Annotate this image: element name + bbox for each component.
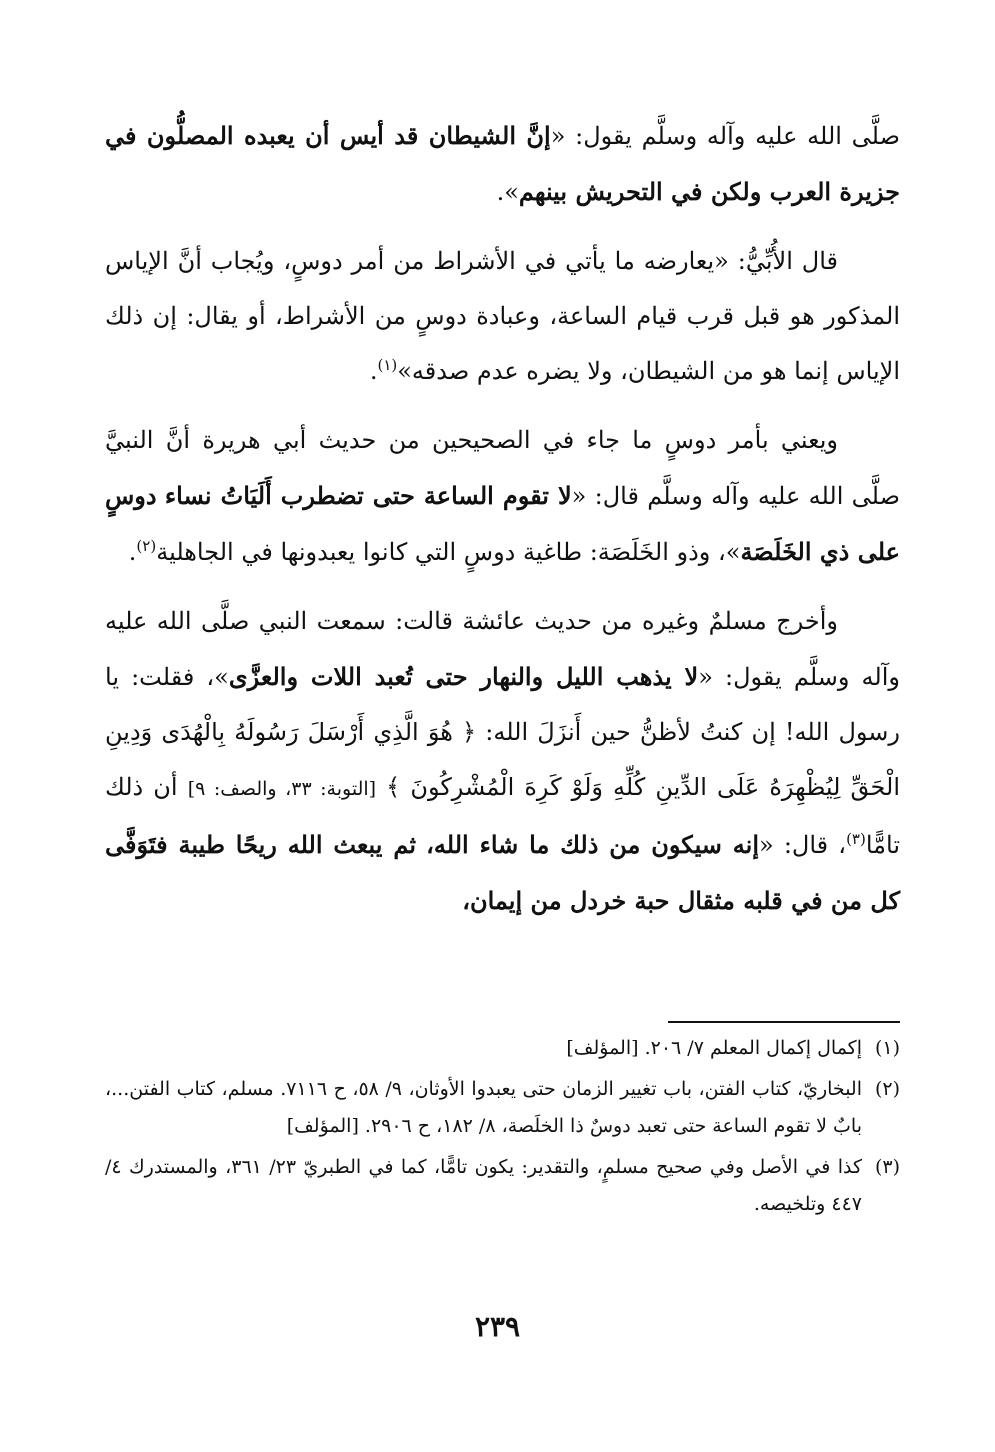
hadith-text: دوسٍ على ذي الخَلَصَة: [105, 481, 900, 566]
hadith-text: لا يذهب الليل والنهار حتى تُعبد اللات والعزَّى: [228, 662, 699, 691]
footnote-line: ح ٢٩٠٦. [المؤلف]: [286, 1115, 431, 1137]
quran-verse: بِالْهُدَى وَدِينِ الْحَقِّ لِيُظْهِرَهُ عَلَى الدِّينِ كُلِّهِ وَلَوْ كَرِهَ الْمُشْرِكُونَ: [105, 718, 901, 801]
paragraph: [105, 108, 900, 220]
text-run: ، قال: «: [759, 831, 847, 859]
footnote-separator: [668, 1021, 900, 1023]
paragraph: [105, 594, 900, 929]
footnote-ref: (٣): [846, 830, 866, 848]
footnote-text: [105, 1071, 862, 1145]
text-run: »، وذو الخَلَصَة: طاغية دوسٍ التي كانوا يعبدونها في: [241, 538, 741, 566]
text-run: ».: [496, 178, 519, 206]
text-run: صلَّى الله عليه وآله وسلَّم قال: «: [571, 482, 900, 510]
footnote-number: (٢): [874, 1078, 900, 1100]
footnote-line: كذا في الأصل وفي صحيح مسلمٍ، والتقدير: يكون تامًّا، كما في الطبريّ ٢٣/ ٣٦١،: [225, 1156, 862, 1178]
footnote-line: البخاريّ، كتاب الفتن، باب تغيير الزمان حتى يعبدوا الأوثان، ٩/ ٥٨، ح ٧١١٦.: [280, 1078, 862, 1100]
page-number: ٢٣٩: [474, 1310, 521, 1343]
hadith-text: جزيرة العرب ولكن في التحريش بينهم: [518, 177, 900, 206]
paragraph: [105, 413, 900, 580]
text-run: قال الأُبِّيُّ: «يعارضه ما يأتي في الأشراط من أمر دوسٍ، ويُجاب أنَّ: [177, 247, 838, 275]
footnote-line: مسلم، كتاب الفتن...، بابٌ لا تقوم الساعة حتى تعبد دوسٌ ذا الخلَصة، ٨/ ١٨٢،: [105, 1078, 862, 1137]
text-run: أو يقال: إن ذلك الإياس إنما هو من الشيطان، ولا يضره عدم صدقه»: [105, 302, 900, 385]
text-run: عليه وآله وسلَّم يقول: «: [105, 607, 900, 691]
footnote-line: إكمال إكمال المعلم ٧/ ٢٠٦. [المؤلف]: [566, 1037, 862, 1059]
text-run: ويعني بأمر دوسٍ ما جاء في الصحيحين من حديث أبي هريرة أنَّ النبيَّ: [105, 426, 838, 454]
footnote: [105, 1071, 900, 1145]
main-text: [105, 108, 900, 943]
text-run: .: [369, 357, 378, 385]
footnote-number: (٣): [874, 1156, 900, 1178]
footnote: [105, 1149, 900, 1223]
quran-verse: هُوَ الَّذِي أَرْسَلَ رَسُولَهُ: [234, 718, 453, 746]
text-run: فقلت: يا رسول الله! إن كنتُ لأظنُّ حين أَنزَلَ الله: ﴿: [105, 663, 901, 746]
text-run: الإياس المذكور هو قبل قرب قيام الساعة، وعبادة دوسٍ من الأشراط،: [105, 247, 900, 330]
footnotes: [105, 1030, 900, 1227]
hadith-text: لا تقوم الساعة حتى تضطرب أَلَيَاتُ نساء: [164, 481, 572, 510]
footnote-ref: (١): [377, 356, 398, 374]
hadith-text: إنه سيكون من ذلك ما شاء الله،: [426, 830, 760, 859]
footnote-text: [105, 1149, 862, 1223]
text-run: أن ذلك تامًّا: [105, 773, 901, 859]
text-run: .: [128, 538, 137, 566]
footnote: [105, 1030, 900, 1067]
footnote-line: والمستدرك ٤/ ٤٤٧ وتلخيصه.: [105, 1156, 862, 1215]
hadith-text: ثم يبعث الله ريحًا طيبة فتَوَفَّى كل من في قلبه مثقال حبة خردل من إيمان،: [105, 830, 900, 915]
verse-citation: [التوبة: ٣٣، والصف: ٩]: [187, 778, 377, 800]
text-run: صلَّى الله عليه وآله وسلَّم يقول: «: [550, 122, 900, 150]
text-run: الجاهلية: [156, 538, 234, 566]
footnote-number: (١): [874, 1037, 900, 1059]
hadith-text: إنَّ الشيطان قد أيس أن يعبده المصلُّون في: [105, 121, 551, 150]
paragraph: [105, 234, 900, 399]
footnote-text: [105, 1030, 862, 1067]
footnote-ref: (٢): [136, 537, 157, 555]
text-run: وأخرج مسلمٌ وغيره من حديث عائشة قالت: سمعت النبي صلَّى الله: [156, 607, 838, 635]
text-run: »،: [206, 663, 229, 691]
text-run: ﴾: [386, 773, 411, 801]
